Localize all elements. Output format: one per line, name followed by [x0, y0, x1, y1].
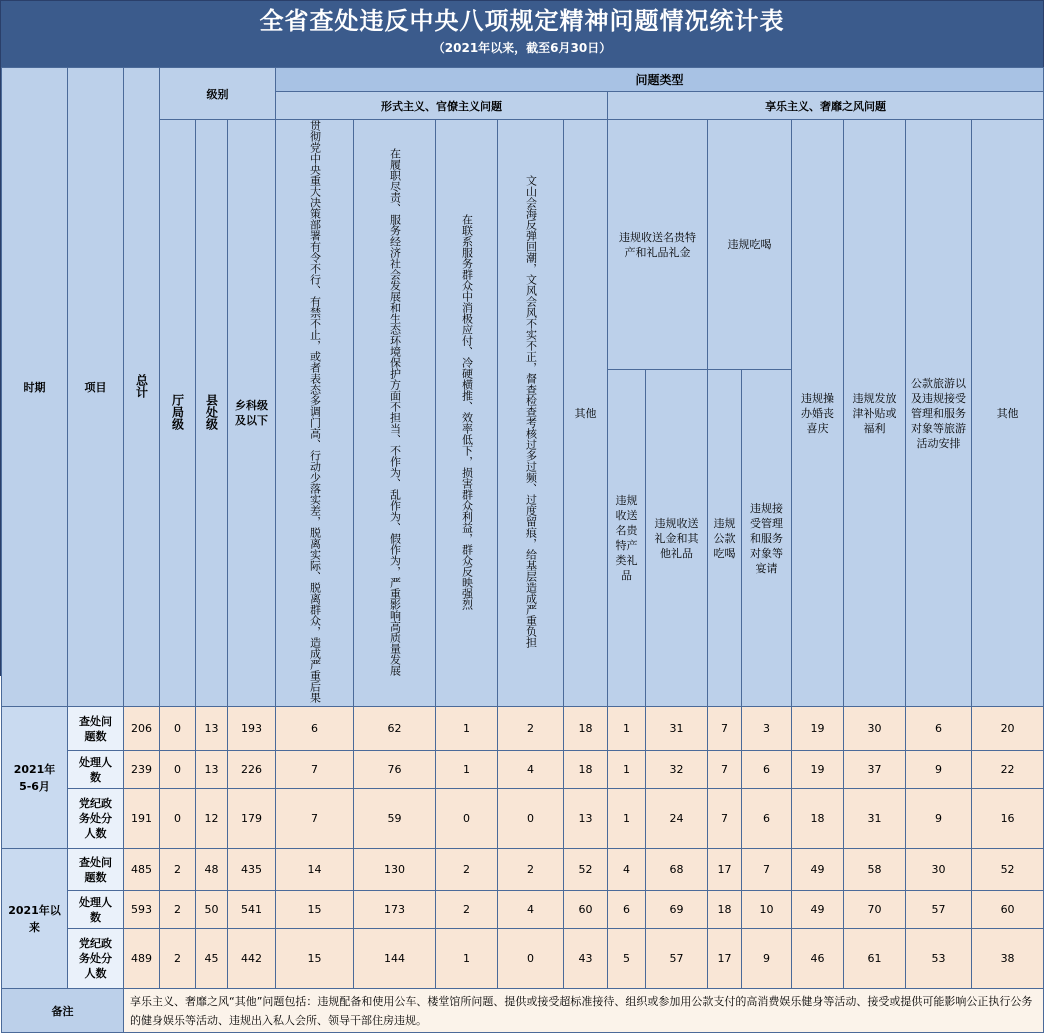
cell: 1 [436, 707, 498, 751]
cell: 48 [196, 849, 228, 891]
cell: 15 [276, 929, 354, 989]
cell: 18 [564, 751, 608, 789]
header-level-xiang: 乡科级及以下 [228, 120, 276, 707]
cell: 435 [228, 849, 276, 891]
header-hedonism: 享乐主义、奢靡之风问题 [608, 92, 1044, 120]
row-item-label: 处理人数 [68, 751, 124, 789]
title-bar [1, 1, 1043, 67]
cell: 13 [564, 789, 608, 849]
row-item-label: 查处问题数 [68, 849, 124, 891]
cell: 442 [228, 929, 276, 989]
cell: 7 [276, 751, 354, 789]
cell: 31 [844, 789, 906, 849]
cell: 179 [228, 789, 276, 849]
cell: 9 [906, 789, 972, 849]
period-label: 2021年以来 [2, 849, 68, 989]
cell: 61 [844, 929, 906, 989]
cell: 2 [160, 849, 196, 891]
table-row [2, 929, 1044, 989]
header-dining-banquet: 违规接受管理和服务对象等宴请 [742, 370, 792, 707]
page-subtitle: （2021年以来，截至6月30日） [432, 41, 612, 55]
cell: 7 [708, 751, 742, 789]
cell: 144 [354, 929, 436, 989]
cell: 1 [436, 929, 498, 989]
cell: 17 [708, 929, 742, 989]
header-dining-public: 违规公款吃喝 [708, 370, 742, 707]
cell: 2 [160, 929, 196, 989]
cell: 2 [160, 891, 196, 929]
cell: 70 [844, 891, 906, 929]
cell: 10 [742, 891, 792, 929]
cell: 13 [196, 751, 228, 789]
cell: 69 [646, 891, 708, 929]
header-formalism-col-2: 在履职尽责、服务经济社会发展和生态环境保护方面不担当、不作为、乱作为、假作为，严重影响高质量发展 [354, 120, 436, 707]
cell: 239 [124, 751, 160, 789]
header-problem-type: 问题类型 [276, 68, 1044, 92]
cell: 17 [708, 849, 742, 891]
cell: 18 [564, 707, 608, 751]
table-row [2, 849, 1044, 891]
header-dining-group: 违规吃喝 [708, 120, 792, 370]
cell: 19 [792, 707, 844, 751]
header-formalism-col-1: 贯彻党中央重大决策部署有令不行、有禁不止，或者表态多调门高、行动少落实差，脱离实际、脱离群众，造成严重后果 [276, 120, 354, 707]
cell: 226 [228, 751, 276, 789]
cell: 60 [564, 891, 608, 929]
cell: 9 [742, 929, 792, 989]
cell: 485 [124, 849, 160, 891]
cell: 59 [354, 789, 436, 849]
cell: 1 [436, 751, 498, 789]
period-label: 2021年5-6月 [2, 707, 68, 849]
cell: 12 [196, 789, 228, 849]
cell: 4 [498, 751, 564, 789]
cell: 57 [906, 891, 972, 929]
cell: 6 [742, 751, 792, 789]
cell: 4 [608, 849, 646, 891]
header-tourism: 公款旅游以及违规接受管理和服务对象等旅游活动安排 [906, 120, 972, 707]
cell: 2 [436, 849, 498, 891]
cell: 593 [124, 891, 160, 929]
cell: 52 [564, 849, 608, 891]
cell: 53 [906, 929, 972, 989]
cell: 4 [498, 891, 564, 929]
table-row [2, 707, 1044, 751]
note-label: 备注 [2, 989, 124, 1033]
cell: 7 [276, 789, 354, 849]
header-hedonism-other: 其他 [972, 120, 1044, 707]
header-gift-specialty: 违规收送名贵特产类礼品 [608, 370, 646, 707]
table-row [2, 891, 1044, 929]
cell: 0 [498, 929, 564, 989]
cell: 16 [972, 789, 1044, 849]
cell: 76 [354, 751, 436, 789]
cell: 0 [160, 751, 196, 789]
cell: 191 [124, 789, 160, 849]
cell: 2 [436, 891, 498, 929]
table-row [2, 751, 1044, 789]
header-level: 级别 [160, 68, 276, 120]
cell: 37 [844, 751, 906, 789]
cell: 20 [972, 707, 1044, 751]
row-item-label: 党纪政务处分人数 [68, 929, 124, 989]
cell: 62 [354, 707, 436, 751]
cell: 7 [708, 789, 742, 849]
cell: 18 [792, 789, 844, 849]
cell: 5 [608, 929, 646, 989]
header-wedding-funeral: 违规操办婚丧喜庆 [792, 120, 844, 707]
cell: 0 [498, 789, 564, 849]
cell: 0 [160, 789, 196, 849]
cell: 2 [498, 849, 564, 891]
cell: 1 [608, 751, 646, 789]
header-level-ting: 厅局级 [160, 120, 196, 707]
note-text: 享乐主义、奢靡之风“其他”问题包括：违规配备和使用公车、楼堂馆所问题、提供或接受超标准接待、组织或参加用公款支付的高消费娱乐健身等活动、接受或提供可能影响公正执行公务的健身娱乐等活动、违规出入私人会所、领导干部住房违规。 [124, 989, 1044, 1033]
cell: 6 [608, 891, 646, 929]
cell: 6 [276, 707, 354, 751]
cell: 19 [792, 751, 844, 789]
cell: 0 [436, 789, 498, 849]
cell: 49 [792, 891, 844, 929]
header-formalism-col-3: 在联系服务群众中消极应付、冷硬横推、效率低下，损害群众利益，群众反映强烈 [436, 120, 498, 707]
cell: 7 [708, 707, 742, 751]
cell: 58 [844, 849, 906, 891]
cell: 0 [160, 707, 196, 751]
header-formalism-other: 其他 [564, 120, 608, 707]
header-gift-money: 违规收送礼金和其他礼品 [646, 370, 708, 707]
cell: 489 [124, 929, 160, 989]
header-allowance: 违规发放津补贴或福利 [844, 120, 906, 707]
cell: 50 [196, 891, 228, 929]
cell: 1 [608, 789, 646, 849]
row-item-label: 处理人数 [68, 891, 124, 929]
cell: 38 [972, 929, 1044, 989]
cell: 18 [708, 891, 742, 929]
cell: 13 [196, 707, 228, 751]
header-period: 时期 [2, 68, 68, 707]
cell: 52 [972, 849, 1044, 891]
cell: 7 [742, 849, 792, 891]
cell: 49 [792, 849, 844, 891]
page-title: 全省查处违反中央八项规定精神问题情况统计表 [259, 7, 785, 35]
table-row [2, 789, 1044, 849]
header-level-xian: 县处级 [196, 120, 228, 707]
cell: 14 [276, 849, 354, 891]
cell: 130 [354, 849, 436, 891]
row-item-label: 查处问题数 [68, 707, 124, 751]
cell: 32 [646, 751, 708, 789]
header-item: 项目 [68, 68, 124, 707]
header-gift-group: 违规收送名贵特产和礼品礼金 [608, 120, 708, 370]
note-row [2, 989, 1044, 1033]
cell: 22 [972, 751, 1044, 789]
cell: 2 [498, 707, 564, 751]
cell: 3 [742, 707, 792, 751]
header-total: 总计 [124, 68, 160, 707]
cell: 31 [646, 707, 708, 751]
cell: 173 [354, 891, 436, 929]
cell: 193 [228, 707, 276, 751]
cell: 6 [906, 707, 972, 751]
cell: 9 [906, 751, 972, 789]
row-item-label: 党纪政务处分人数 [68, 789, 124, 849]
cell: 30 [906, 849, 972, 891]
cell: 68 [646, 849, 708, 891]
cell: 60 [972, 891, 1044, 929]
cell: 30 [844, 707, 906, 751]
cell: 46 [792, 929, 844, 989]
cell: 43 [564, 929, 608, 989]
cell: 24 [646, 789, 708, 849]
cell: 541 [228, 891, 276, 929]
cell: 45 [196, 929, 228, 989]
cell: 1 [608, 707, 646, 751]
cell: 57 [646, 929, 708, 989]
header-formalism-col-4: 文山会海反弹回潮，文风会风不实不正，督查检查考核过多过频、过度留痕，给基层造成严重负担 [498, 120, 564, 707]
cell: 6 [742, 789, 792, 849]
cell: 206 [124, 707, 160, 751]
statistics-table [1, 67, 1044, 1033]
header-formalism: 形式主义、官僚主义问题 [276, 92, 608, 120]
cell: 15 [276, 891, 354, 929]
